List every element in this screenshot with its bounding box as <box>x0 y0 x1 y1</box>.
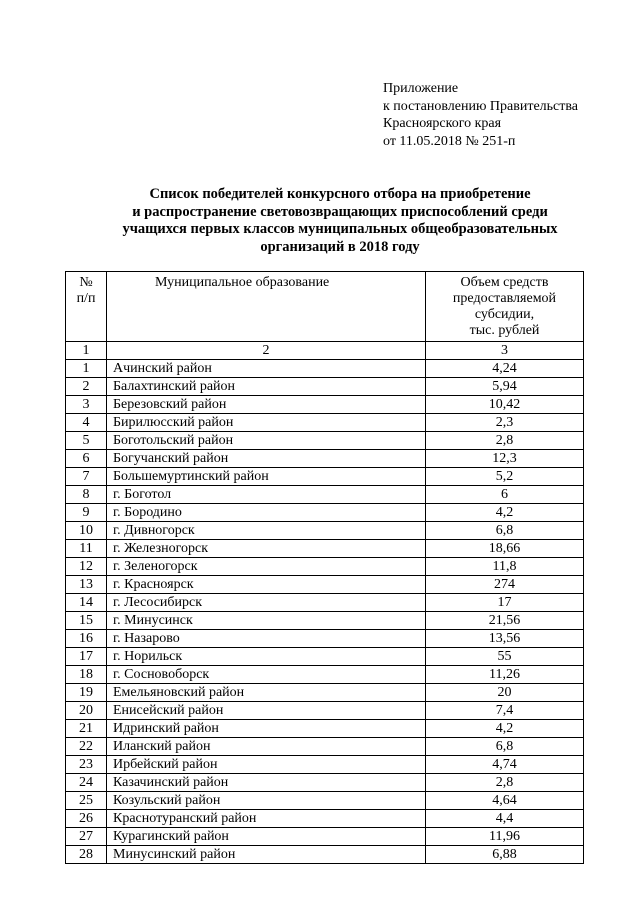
table-row <box>66 576 584 594</box>
row-municipality: Казачинский район <box>107 774 426 792</box>
row-number: 12 <box>66 558 107 576</box>
row-number: 7 <box>66 468 107 486</box>
row-amount: 4,64 <box>426 792 584 810</box>
table-row <box>66 702 584 720</box>
table-row <box>66 396 584 414</box>
header-amount-line1: Объем средств <box>460 275 549 290</box>
row-amount: 11,8 <box>426 558 584 576</box>
appendix-line: от 11.05.2018 № 251-п <box>383 133 516 149</box>
row-amount: 17 <box>426 594 584 612</box>
row-number: 3 <box>66 396 107 414</box>
header-number <box>66 272 107 342</box>
column-number: 1 <box>66 342 107 360</box>
row-municipality: г. Дивногорск <box>107 522 426 540</box>
title-line: Список победителей конкурсного отбора на приобретение <box>149 186 531 202</box>
row-municipality: Идринский район <box>107 720 426 738</box>
row-number: 18 <box>66 666 107 684</box>
row-number: 20 <box>66 702 107 720</box>
table-row <box>66 504 584 522</box>
table-row <box>66 846 584 864</box>
row-number: 4 <box>66 414 107 432</box>
table-row <box>66 414 584 432</box>
row-amount: 7,4 <box>426 702 584 720</box>
table-row <box>66 468 584 486</box>
row-amount: 20 <box>426 684 584 702</box>
row-municipality: Емельяновский район <box>107 684 426 702</box>
table-row <box>66 738 584 756</box>
appendix-line: к постановлению Правительства <box>383 98 579 114</box>
row-number: 21 <box>66 720 107 738</box>
appendix-line: Приложение <box>383 81 459 96</box>
row-amount: 21,56 <box>426 612 584 630</box>
table-row <box>66 558 584 576</box>
table-row <box>66 792 584 810</box>
row-amount: 55 <box>426 648 584 666</box>
row-number: 13 <box>66 576 107 594</box>
table-row <box>66 594 584 612</box>
row-amount: 6 <box>426 486 584 504</box>
row-number: 25 <box>66 792 107 810</box>
appendix-line: Красноярского края <box>383 116 502 131</box>
table-row <box>66 450 584 468</box>
table-row <box>66 666 584 684</box>
table-row <box>66 774 584 792</box>
row-number: 15 <box>66 612 107 630</box>
table-row <box>66 828 584 846</box>
row-municipality: Богучанский район <box>107 450 426 468</box>
row-amount: 10,42 <box>426 396 584 414</box>
row-number: 1 <box>66 360 107 378</box>
row-municipality: г. Боготол <box>107 486 426 504</box>
table-row <box>66 648 584 666</box>
row-number: 5 <box>66 432 107 450</box>
row-municipality: Большемуртинский район <box>107 468 426 486</box>
row-municipality: Енисейский район <box>107 702 426 720</box>
title-line: учащихся первых классов муниципальных общеобразовательных <box>122 221 558 237</box>
row-municipality: Боготольский район <box>107 432 426 450</box>
row-municipality: Минусинский район <box>107 846 426 864</box>
table-row <box>66 810 584 828</box>
row-number: 11 <box>66 540 107 558</box>
row-amount: 6,88 <box>426 846 584 864</box>
table-row <box>66 720 584 738</box>
row-municipality: г. Бородино <box>107 504 426 522</box>
title-line: и распространение световозвращающих приспособлений среди <box>132 203 548 220</box>
header-municipality: Муниципальное образование <box>107 272 426 342</box>
row-number: 10 <box>66 522 107 540</box>
row-number: 16 <box>66 630 107 648</box>
table-row <box>66 756 584 774</box>
row-amount: 6,8 <box>426 522 584 540</box>
row-municipality: Балахтинский район <box>107 378 426 396</box>
row-municipality: Курагинский район <box>107 828 426 846</box>
row-municipality: г. Железногорск <box>107 540 426 558</box>
row-number: 9 <box>66 504 107 522</box>
row-amount: 13,56 <box>426 630 584 648</box>
row-number: 26 <box>66 810 107 828</box>
row-municipality: Бирилюсский район <box>107 414 426 432</box>
row-number: 28 <box>66 846 107 864</box>
row-municipality: г. Назарово <box>107 630 426 648</box>
row-number: 2 <box>66 378 107 396</box>
table-row <box>66 630 584 648</box>
table-row <box>66 612 584 630</box>
row-municipality: г. Норильск <box>107 648 426 666</box>
row-number: 19 <box>66 684 107 702</box>
row-amount: 2,8 <box>426 432 584 450</box>
table-row <box>66 378 584 396</box>
table-row <box>66 540 584 558</box>
appendix-block <box>383 80 578 150</box>
row-amount: 4,2 <box>426 720 584 738</box>
row-municipality: г. Минусинск <box>107 612 426 630</box>
table-row <box>66 684 584 702</box>
row-municipality: Краснотуранский район <box>107 810 426 828</box>
document-title <box>60 186 620 256</box>
row-number: 14 <box>66 594 107 612</box>
row-amount: 4,24 <box>426 360 584 378</box>
row-number: 8 <box>66 486 107 504</box>
row-amount: 4,4 <box>426 810 584 828</box>
row-number: 22 <box>66 738 107 756</box>
table-body <box>66 360 584 864</box>
row-amount: 5,2 <box>426 468 584 486</box>
header-row <box>66 272 584 342</box>
row-number: 24 <box>66 774 107 792</box>
row-amount: 11,26 <box>426 666 584 684</box>
row-amount: 4,74 <box>426 756 584 774</box>
row-municipality: Иланский район <box>107 738 426 756</box>
column-number-row <box>66 342 584 360</box>
header-amount-line2: предоставляемой субсидии, <box>452 291 557 322</box>
row-amount: 18,66 <box>426 540 584 558</box>
row-amount: 2,8 <box>426 774 584 792</box>
table-row <box>66 486 584 504</box>
header-amount-line3: тыс. рублей <box>469 323 540 338</box>
table-row <box>66 360 584 378</box>
row-amount: 274 <box>426 576 584 594</box>
row-municipality: Ирбейский район <box>107 756 426 774</box>
header-amount <box>426 272 584 342</box>
row-amount: 12,3 <box>426 450 584 468</box>
row-municipality: г. Сосновоборск <box>107 666 426 684</box>
row-amount: 4,2 <box>426 504 584 522</box>
row-number: 23 <box>66 756 107 774</box>
winners-table <box>65 271 584 864</box>
row-municipality: г. Зеленогорск <box>107 558 426 576</box>
row-number: 27 <box>66 828 107 846</box>
row-amount: 6,8 <box>426 738 584 756</box>
row-amount: 5,94 <box>426 378 584 396</box>
table-row <box>66 522 584 540</box>
row-municipality: г. Лесосибирск <box>107 594 426 612</box>
row-municipality: г. Красноярск <box>107 576 426 594</box>
row-amount: 2,3 <box>426 414 584 432</box>
column-number: 2 <box>107 342 426 360</box>
row-municipality: Березовский район <box>107 396 426 414</box>
title-line: организаций в 2018 году <box>260 238 420 255</box>
column-number: 3 <box>426 342 584 360</box>
row-number: 6 <box>66 450 107 468</box>
header-number-line2: п/п <box>76 291 96 306</box>
row-number: 17 <box>66 648 107 666</box>
table-row <box>66 432 584 450</box>
row-amount: 11,96 <box>426 828 584 846</box>
row-municipality: Козульский район <box>107 792 426 810</box>
row-municipality: Ачинский район <box>107 360 426 378</box>
header-number-line1: № <box>79 275 93 290</box>
